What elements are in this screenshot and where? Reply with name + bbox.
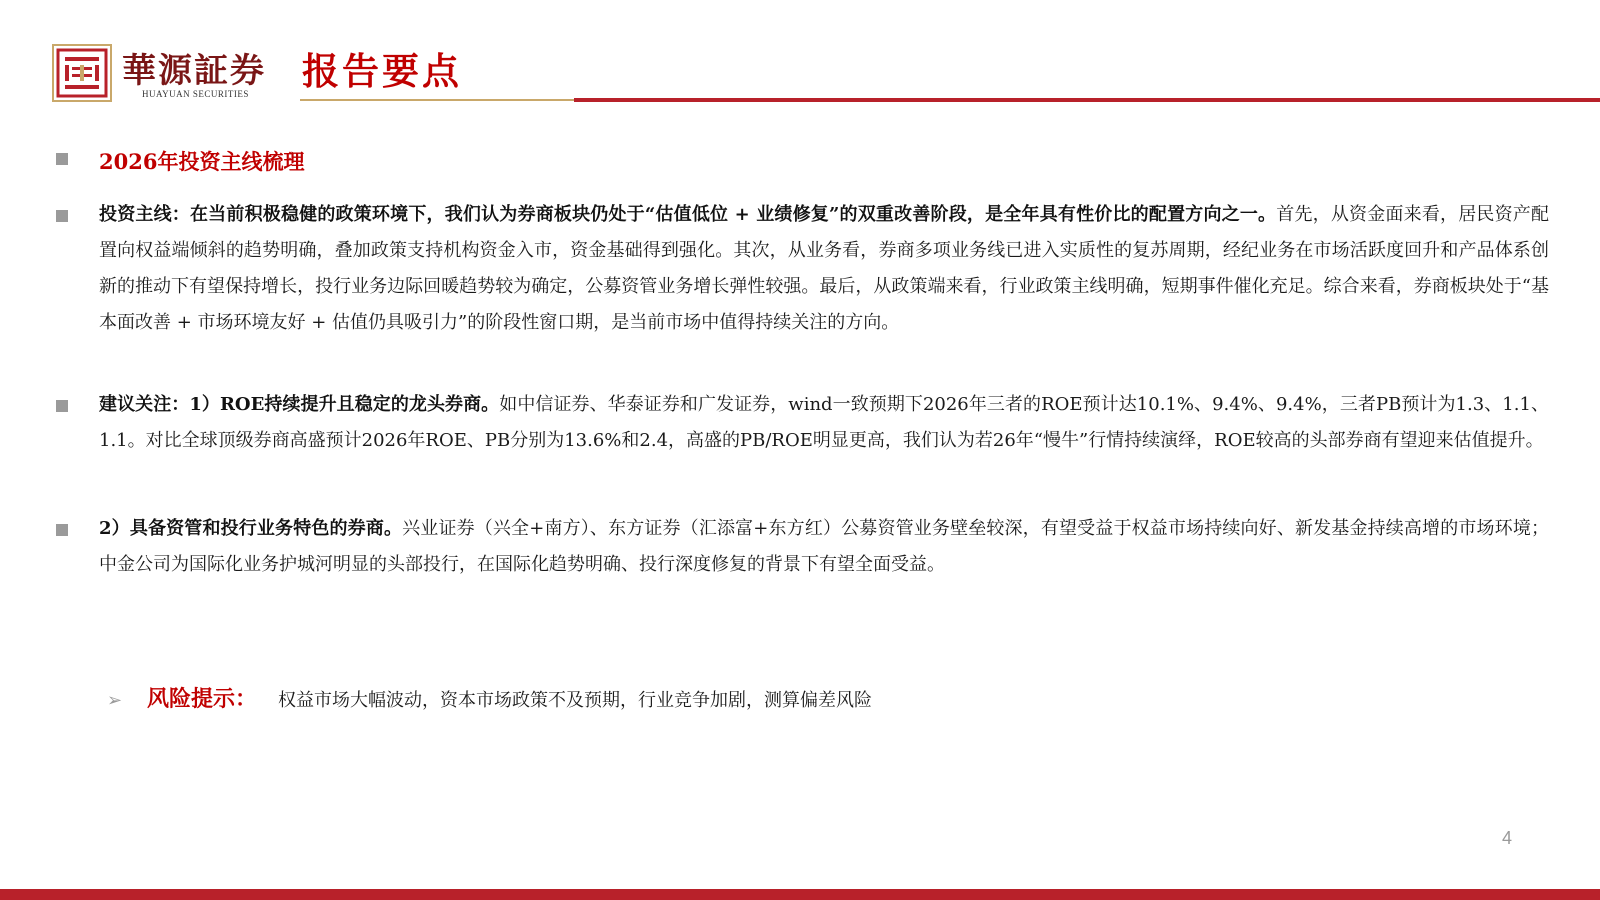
company-logo-icon — [52, 44, 112, 102]
arrow-bullet-icon: ➢ — [107, 690, 123, 711]
paragraph-recommendation-1 — [99, 387, 1549, 459]
brand-name-cn: 華源証券 — [122, 51, 266, 91]
paragraph-lead: 建议关注：1）ROE持续提升且稳定的龙头券商。 — [99, 394, 500, 415]
page-number: 4 — [1502, 828, 1513, 848]
paragraph-investment-thesis — [99, 197, 1549, 341]
paragraph-body: 如中信证券、华泰证券和广发证券，wind一致预期下2026年三者的ROE预计达10.1%、9.4%、9.4%，三者PB预计为1.3、1.1、1.1。对比全球顶级券商高盛预计2026年ROE、PB分别为13.6%和2.4，高盛的PB/ROE明显更高，我们认为若26年“慢牛”行情持续演绎，ROE较高的头部券商有望迎来估值提升。 — [99, 394, 1549, 451]
paragraph-body: 兴业证券（兴全+南方）、东方证券（汇添富+东方红）公募资管业务壁垒较深，有望受益于权益市场持续向好、新发基金持续高增的市场环境；中金公司为国际化业务护城河明显的头部投行，在国际化趋势明确、投行深度修复的背景下有望全面受益。 — [99, 518, 1549, 575]
paragraph-body: 首先，从资金面来看，居民资产配置向权益端倾斜的趋势明确，叠加政策支持机构资金入市，资金基础得到强化。其次，从业务看，券商多项业务线已进入实质性的复苏周期，经纪业务在市场活跃度回升和产品体系创新的推动下有望保持增长，投行业务边际回暖趋势较为确定，公募资管业务增长弹性较强。最后，从政策端来看，行业政策主线明确，短期事件催化充足。综合来看，券商板块处于“基本面改善 + 市场环境友好 + 估值仍具吸引力”的阶段性窗口期，是当前市场中值得持续关注的方向。 — [99, 204, 1549, 333]
header-divider-red — [574, 98, 1600, 102]
bullet-icon — [56, 210, 68, 222]
section-title: 2026年投资主线梳理 — [99, 149, 305, 174]
bullet-icon — [56, 153, 68, 165]
risk-text: 权益市场大幅波动，资本市场政策不及预期，行业竞争加剧，测算偏差风险 — [278, 690, 872, 711]
brand-name-en: HUAYUAN SECURITIES — [142, 89, 249, 99]
bullet-icon — [56, 524, 68, 536]
paragraph-lead: 投资主线：在当前积极稳健的政策环境下，我们认为券商板块仍处于“估值低位 + 业绩修复”的双重改善阶段，是全年具有性价比的配置方向之一。 — [99, 204, 1277, 225]
header-divider-gold — [300, 99, 575, 101]
paragraph-lead: 2）具备资管和投行业务特色的券商。 — [99, 518, 403, 539]
bullet-icon — [56, 400, 68, 412]
page-title: 报告要点 — [302, 49, 462, 93]
paragraph-recommendation-2 — [99, 511, 1549, 583]
risk-label: 风险提示： — [147, 686, 258, 712]
footer-bar — [0, 889, 1600, 900]
